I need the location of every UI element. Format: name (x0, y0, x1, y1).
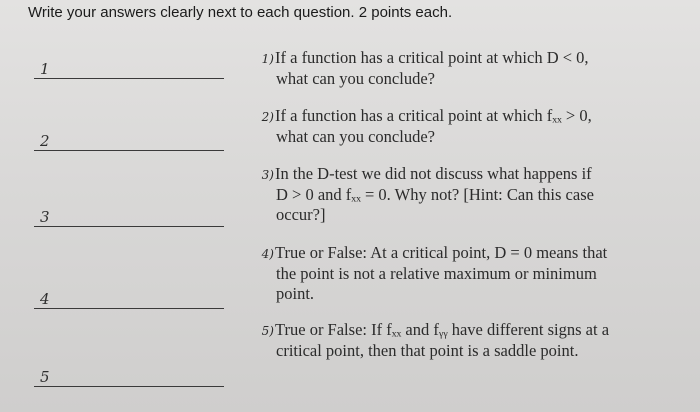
question-text-line: D > 0 and fₓₓ = 0. Why not? [Hint: Can this case (276, 185, 594, 204)
answer-blank-3[interactable] (34, 202, 224, 227)
question-5 (256, 320, 676, 361)
question-1 (256, 48, 676, 89)
answer-blank-number: 4 (40, 290, 50, 308)
question-text-line: point. (276, 284, 315, 303)
question-text-line: the point is not a relative maximum or minimum (276, 264, 597, 283)
question-text-line: critical point, then that point is a saddle point. (276, 341, 579, 360)
question-text-line: what can you conclude? (276, 127, 435, 146)
question-4 (256, 243, 676, 304)
question-number: 3) (261, 168, 274, 182)
answer-blank-number: 1 (40, 60, 50, 78)
answer-blank-number: 5 (40, 368, 50, 386)
answer-blank-number: 2 (40, 132, 50, 150)
question-text-line: True or False: If fₓₓ and fᵧᵧ have different signs at a (275, 320, 610, 339)
answer-blank-5[interactable] (34, 362, 224, 387)
question-text-line: True or False: At a critical point, D = 0 means that (275, 243, 608, 262)
question-number: 4) (261, 247, 274, 261)
question-text-line: In the D-test we did not discuss what happens if (275, 164, 592, 183)
answer-blank-number: 3 (40, 208, 50, 226)
answer-blank-1[interactable] (34, 54, 224, 79)
question-2 (256, 106, 676, 147)
question-number: 1) (261, 52, 274, 66)
question-number: 5) (261, 324, 274, 338)
question-text-line: occur?] (276, 205, 326, 224)
answer-blank-2[interactable] (34, 126, 224, 151)
instructions-header: Write your answers clearly next to each question. 2 points each. (28, 4, 453, 21)
question-3 (256, 164, 676, 225)
question-text-line: If a function has a critical point at which fₓₓ > 0, (275, 106, 592, 125)
answer-blank-4[interactable] (34, 284, 224, 309)
question-number: 2) (261, 110, 274, 124)
question-text-line: If a function has a critical point at which D < 0, (275, 48, 589, 67)
question-text-line: what can you conclude? (276, 69, 435, 88)
